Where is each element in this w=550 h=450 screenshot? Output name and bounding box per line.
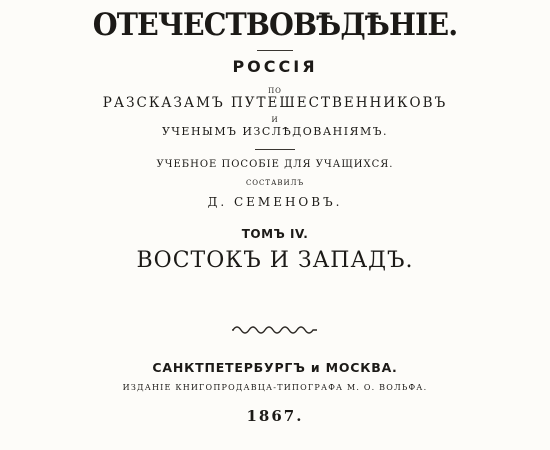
publication-city: САНКТПЕТЕРБУРГЪ и МОСКВА. [152,360,398,375]
publisher-line: ИЗДАНІЕ КНИГОПРОДАВЦА-ТИПОГРАФА М. О. ВОЛЬФА. [122,383,428,392]
book-title: ОТЕЧЕСТВОВѢДѢНІЕ. [92,7,458,43]
stories-line: РАЗСКАЗАМЪ ПУТЕШЕСТВЕННИКОВЪ [102,95,448,111]
book-subtitle: РОССІЯ [232,57,318,76]
divider-rule-middle [255,149,295,150]
connector-po: ПО [268,87,282,95]
studies-line: УЧЕНЫМЪ ИЗСЛѢДОВАНІЯМЪ. [161,125,388,138]
compiled-by-label: СОСТАВИЛЪ [245,179,305,187]
volume-part-title: ВОСТОКЪ И ЗАПАДЪ. [136,248,414,273]
author-name: Д. СЕМЕНОВЪ. [207,195,343,209]
publication-year: 1867. [246,407,304,425]
decorative-ornament-icon [232,323,318,337]
volume-number: ТОМЪ IV. [241,227,309,241]
connector-i: И [271,116,279,124]
manual-line: УЧЕБНОЕ ПОСОБІЕ ДЛЯ УЧАЩИХСЯ. [156,159,394,170]
divider-rule-top [257,50,293,51]
